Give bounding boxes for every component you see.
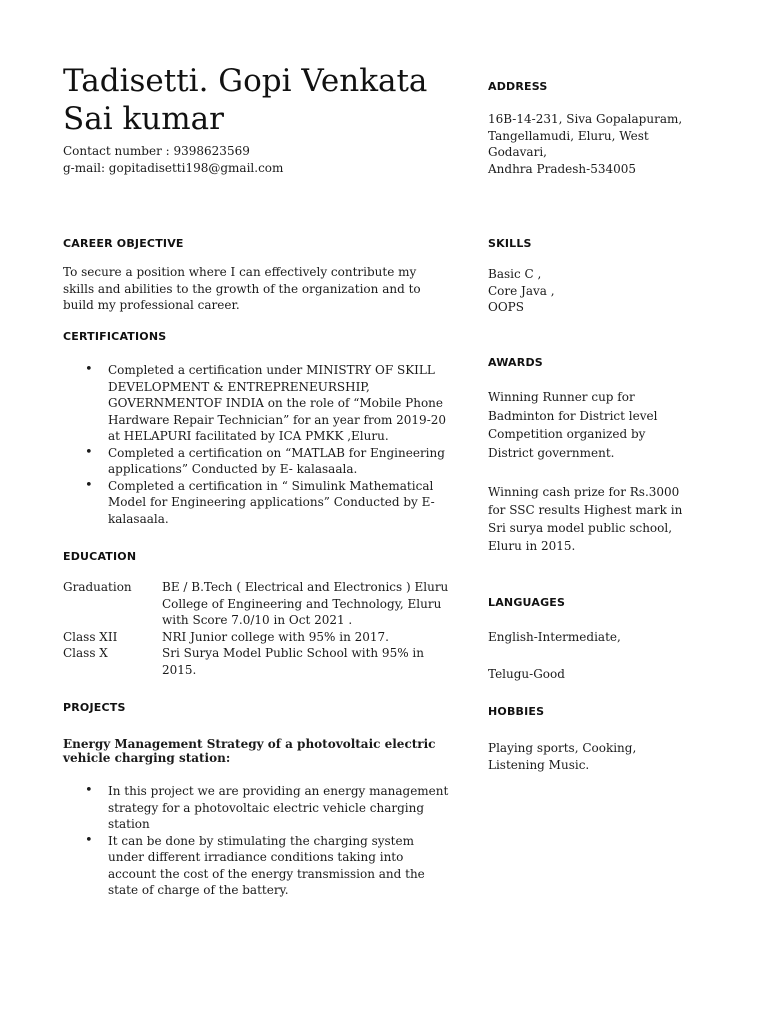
education-detail: BE / B.Tech ( Electrical and Electronics ) Eluru College of Engineering and Technology, Eluru with Score 7.0/10 in Oct 2021 . (162, 580, 449, 627)
certification-item: • Completed a certification in “ Simulink Mathematical Model for Engineering applications” Conducted by E- kalasaala. (63, 478, 453, 528)
skill-item: OOPS (488, 300, 524, 314)
award-item: Winning cash prize for Rs.3000 for SSC results Highest mark in Sri surya model public school, Eluru in 2015. (488, 485, 683, 553)
contact-block (63, 143, 443, 176)
address-line: 16B-14-231, Siva Gopalapuram, (488, 112, 683, 126)
project-point: • In this project we are providing an energy management strategy for a photovoltaic electric vehicle charging station (63, 783, 453, 833)
education-level: Graduation (63, 580, 132, 594)
project-point: • It can be done by stimulating the charging system under different irradiance conditions taking into account the cost of the energy transmission and the state of charge of the battery. (63, 833, 453, 899)
languages-heading: LANGUAGES (488, 596, 566, 609)
hobbies-heading: HOBBIES (488, 705, 545, 718)
awards-heading: AWARDS (488, 356, 543, 369)
skills-heading: SKILLS (488, 237, 532, 250)
language-item: Telugu-Good (488, 667, 565, 681)
career-objective-text: To secure a position where I can effectively contribute my skills and abilities to the growth of the organization and to build my professional career. (63, 265, 421, 312)
address-line: Andhra Pradesh-534005 (488, 161, 637, 176)
address-line: Godavari, (488, 145, 547, 159)
education-detail: NRI Junior college with 95% in 2017. (162, 629, 389, 644)
skill-item: Basic C , (488, 267, 542, 281)
education-level: Class XII (63, 629, 118, 644)
candidate-name: Tadisetti. Gopi Venkata Sai kumar (63, 63, 428, 137)
education-row (63, 645, 458, 678)
certification-item: • Completed a certification under MINISTRY OF SKILL DEVELOPMENT & ENTREPRENEURSHIP, GOVERNMENTOF INDIA on the role of “Mobile Phone Hardware Repair Technician” for an year from 2019-20 at HELAPURI facilitated by ICA PMKK ,Eluru. (63, 362, 453, 445)
certification-item: • Completed a certification on “MATLAB for Engineering applications” Conducted by E- kalasaala. (63, 445, 453, 478)
address-text (488, 111, 708, 177)
address-line: Tangellamudi, Eluru, West (488, 128, 649, 143)
hobbies-text: Playing sports, Cooking, Listening Music. (488, 741, 637, 772)
education-row (63, 629, 458, 646)
award-item: Winning Runner cup for Badminton for District level Competition organized by District government. (488, 390, 658, 460)
address-heading: ADDRESS (488, 80, 548, 93)
project-title: Energy Management Strategy of a photovoltaic electric vehicle charging station: (63, 737, 436, 765)
skill-item: Core Java , (488, 283, 555, 298)
education-heading: EDUCATION (63, 550, 137, 563)
education-row (63, 579, 458, 629)
career-objective-heading: CAREER OBJECTIVE (63, 237, 184, 250)
education-detail: Sri Surya Model Public School with 95% in 2015. (162, 646, 424, 677)
certifications-heading: CERTIFICATIONS (63, 330, 167, 343)
language-item: English-Intermediate, (488, 630, 621, 644)
education-level: Class X (63, 646, 108, 660)
email: g-mail: gopitadisetti198@gmail.com (63, 160, 284, 175)
education-table (63, 579, 458, 678)
projects-heading: PROJECTS (63, 701, 126, 714)
certifications-list (63, 362, 453, 527)
project-points (63, 783, 453, 899)
contact-number: Contact number : 9398623569 (63, 144, 250, 158)
skills-list (488, 266, 688, 316)
